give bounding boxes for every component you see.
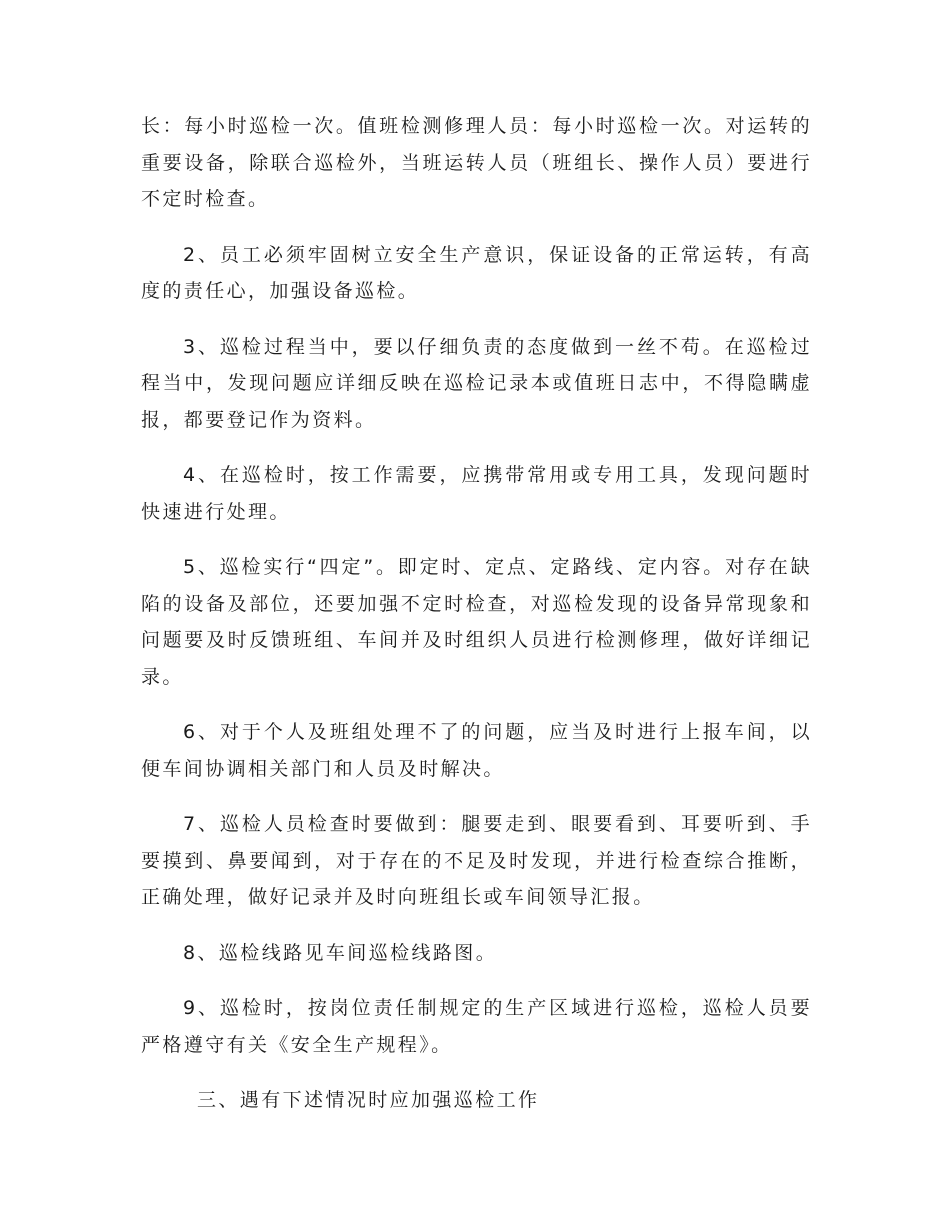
paragraph-item-8: 8、巡检线路见车间巡检线路图。 [183,941,498,964]
paragraph-item-7: 7、巡检人员检查时要做到：腿要走到、眼要看到、耳要听到、手要摸到、鼻要闻到，对于存在的不足及时发现，并进行检查综合推断，正确处理，做好记录并及时向班组长或车间领导汇报。 [141,813,812,908]
paragraph-item-6: 6、对于个人及班组处理不了的问题，应当及时进行上报车间，以便车间协调相关部门和人员及时解决。 [141,721,812,780]
paragraph-item-3: 3、巡检过程当中，要以仔细负责的态度做到一丝不苟。在巡检过程当中，发现问题应详细反映在巡检记录本或值班日志中，不得隐瞒虚报，都要登记作为资料。 [141,335,812,431]
paragraph-item-4: 4、在巡检时，按工作需要，应携带常用或专用工具，发现问题时快速进行处理。 [141,464,812,523]
paragraph-item-2: 2、员工必须牢固树立安全生产意识，保证设备的正常运转，有高度的责任心，加强设备巡检。 [141,243,812,302]
paragraph-item-9: 9、巡检时，按岗位责任制规定的生产区域进行巡检，巡检人员要严格遵守有关《安全生产规程》。 [141,997,812,1056]
paragraph-item-5: 5、巡检实行“四定”。即定时、定点、定路线、定内容。对存在缺陷的设备及部位，还要加强不定时检查，对巡检发现的设备异常现象和问题要及时反馈班组、车间并及时组织人员进行检测修理，做好详细记录。 [141,556,812,688]
section-heading: 三、遇有下述情况时应加强巡检工作 [197,1089,540,1111]
paragraph-continuation: 长：每小时巡检一次。值班检测修理人员：每小时巡检一次。对运转的重要设备，除联合巡检外，当班运转人员（班组长、操作人员）要进行不定时检查。 [141,115,812,210]
